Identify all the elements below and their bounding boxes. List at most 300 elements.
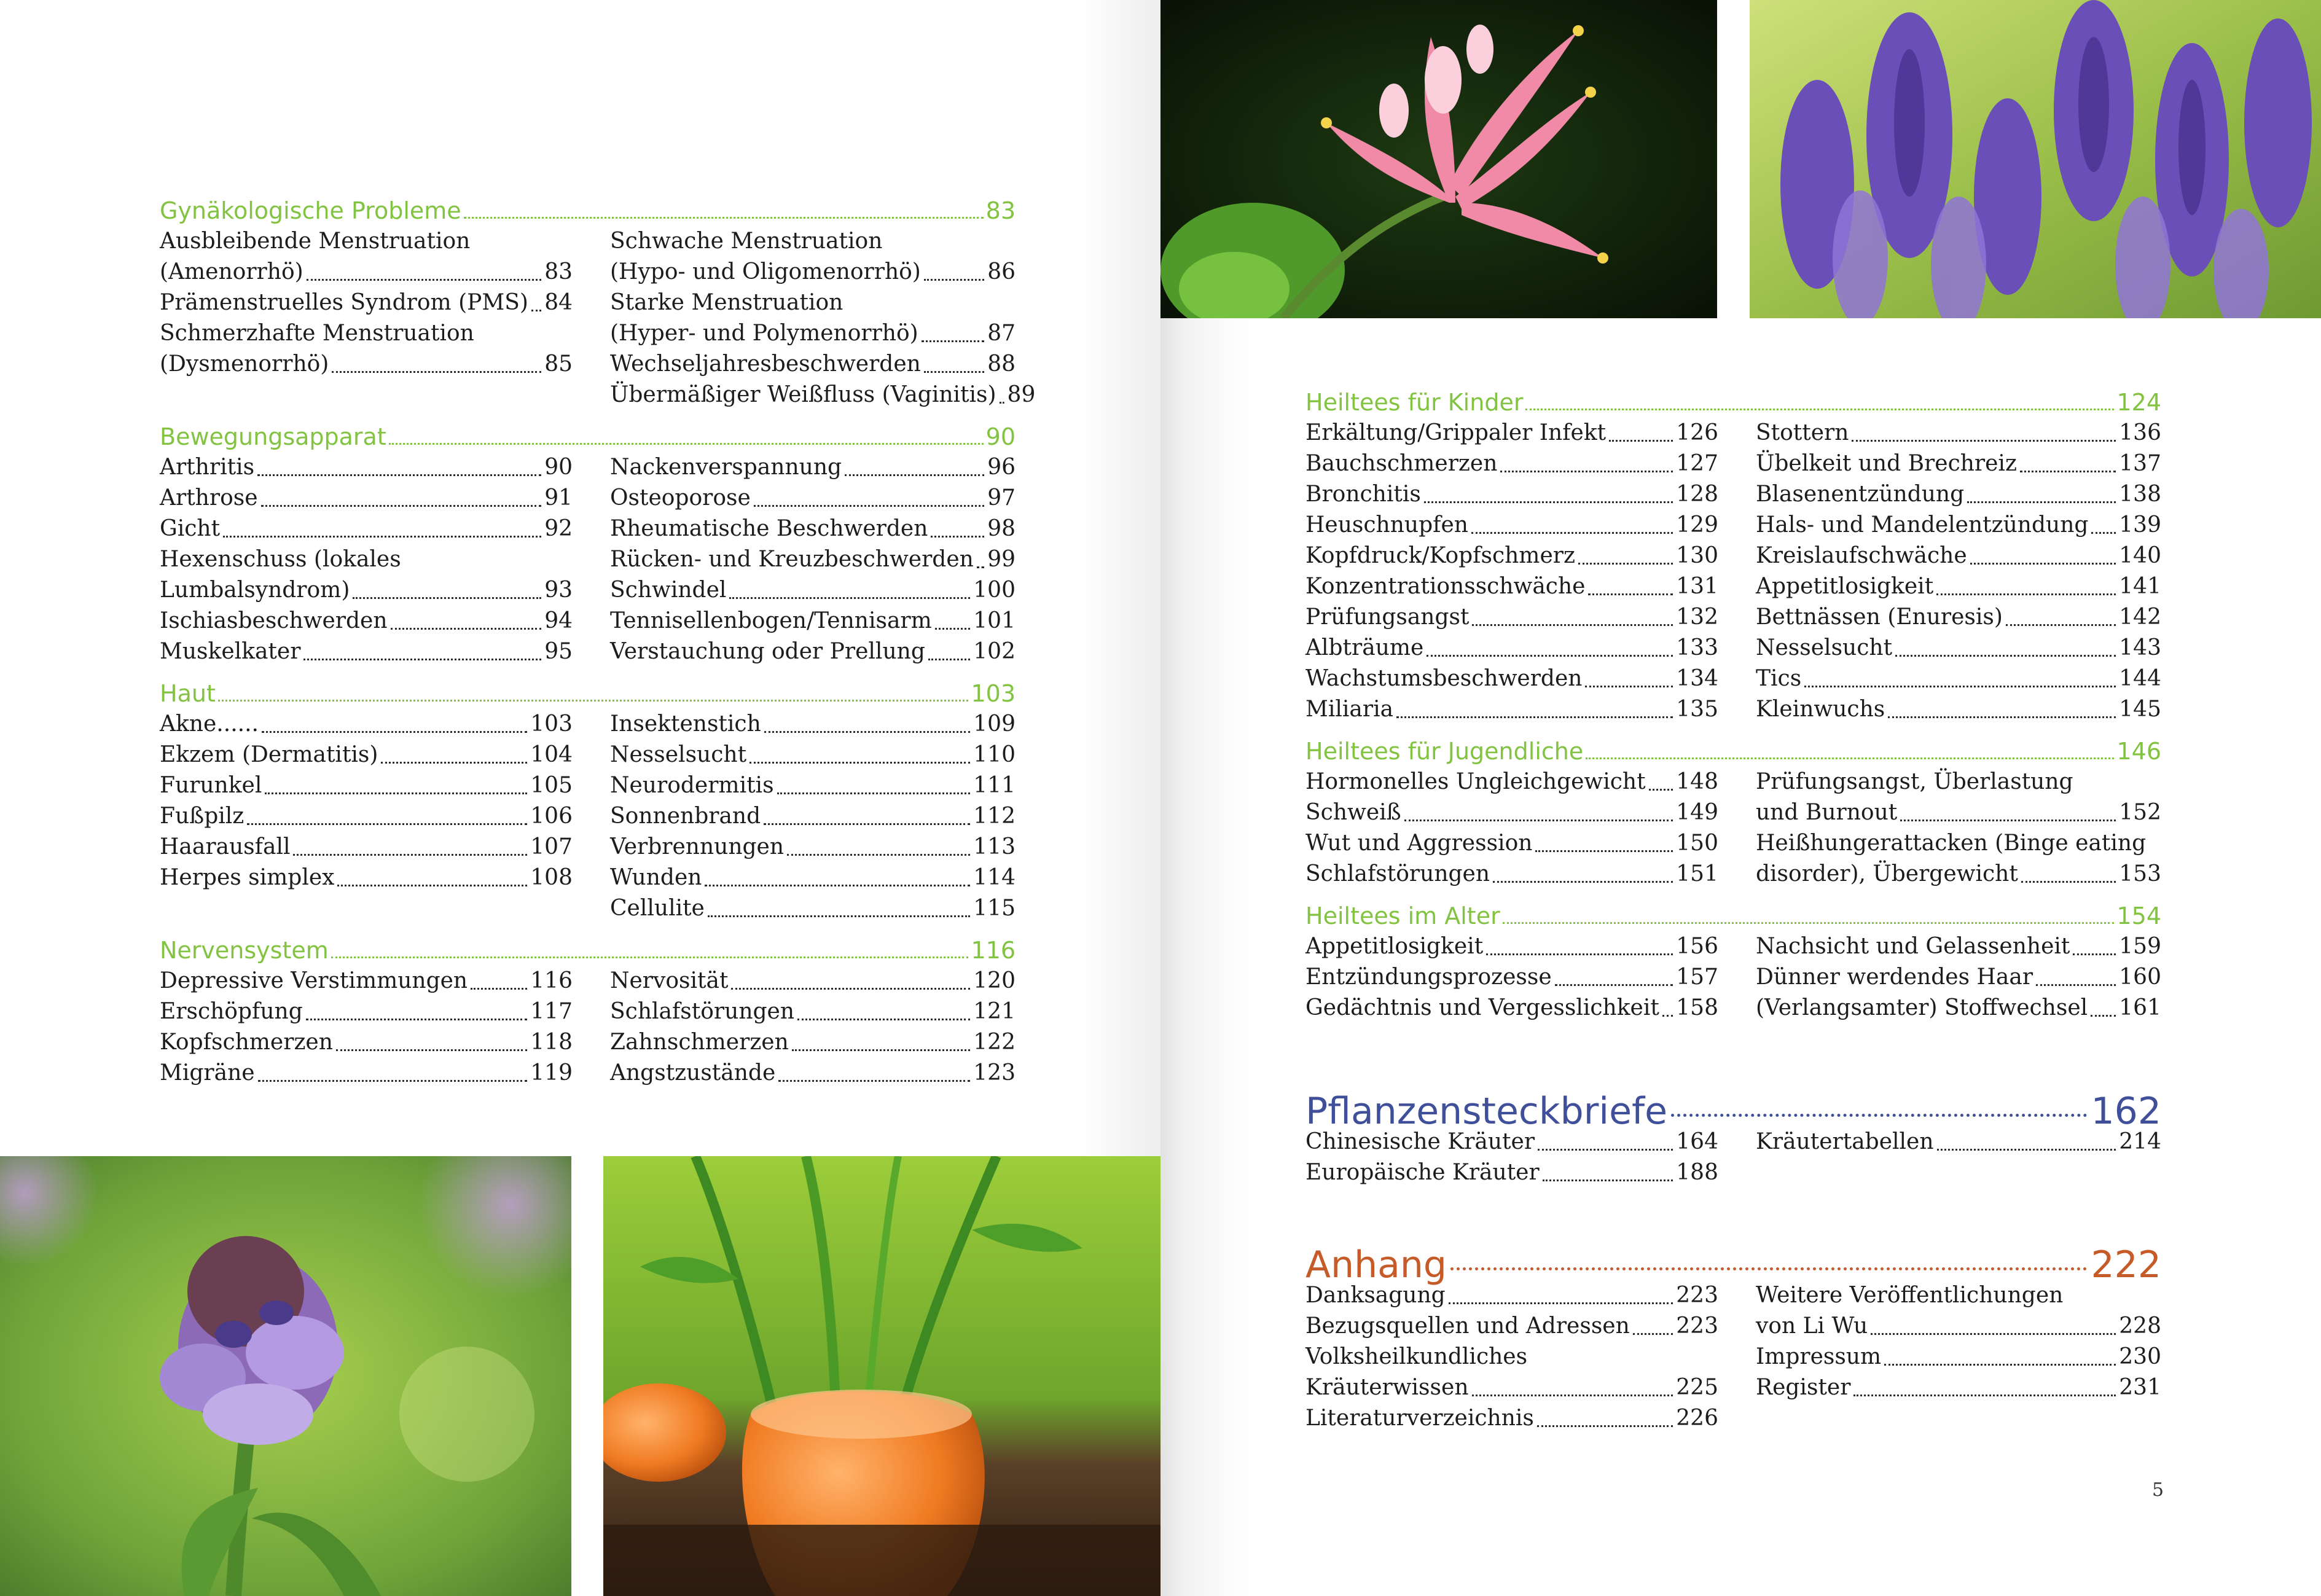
leader-dots <box>353 597 541 599</box>
entry-page: 156 <box>1676 934 1718 959</box>
toc-entry[interactable] <box>160 636 573 667</box>
entry-page: 223 <box>1676 1283 1718 1308</box>
toc-entry[interactable] <box>610 380 1036 410</box>
leader-dots <box>1427 655 1673 657</box>
leader-dots <box>792 1049 971 1051</box>
toc-entry[interactable] <box>610 226 1016 257</box>
leader-dots <box>1936 593 2116 595</box>
entry-title: Furunkel <box>160 773 262 798</box>
toc-entry[interactable] <box>160 483 573 514</box>
entry-title: Dünner werdendes Haar <box>1756 964 2033 990</box>
leader-dots <box>1538 1149 1673 1151</box>
toc-entry[interactable] <box>1756 633 2161 663</box>
entry-title: Arthritis <box>160 455 255 480</box>
toc-entry[interactable] <box>1756 797 2161 828</box>
entry-page: 149 <box>1676 800 1718 825</box>
leader-dots <box>258 1080 528 1082</box>
entry-page: 105 <box>530 773 573 798</box>
leader-dots <box>293 854 527 856</box>
entry-page: 153 <box>2119 861 2161 886</box>
toc-entry[interactable] <box>1305 1342 1718 1372</box>
entry-title: Nackenverspannung <box>610 455 842 480</box>
toc-entry[interactable] <box>610 1027 1016 1058</box>
leader-dots <box>731 988 970 990</box>
toc-columns <box>160 226 1036 410</box>
toc-section <box>1305 1229 2161 1434</box>
leader-dots <box>931 536 984 538</box>
toc-columns <box>1305 418 2161 725</box>
toc-entry[interactable] <box>1756 828 2161 859</box>
toc-entry[interactable] <box>1305 694 1718 725</box>
toc-entry[interactable] <box>160 740 573 770</box>
toc-entry[interactable] <box>610 257 1016 288</box>
toc-entry[interactable] <box>160 832 573 863</box>
toc-entry[interactable] <box>160 966 573 996</box>
toc-entry[interactable] <box>610 452 1016 483</box>
entry-title: Zahnschmerzen <box>610 1030 789 1055</box>
toc-entry[interactable] <box>1305 633 1718 663</box>
toc-entry[interactable] <box>610 636 1016 667</box>
toc-entry[interactable] <box>160 349 573 380</box>
leader-dots <box>1888 716 2116 718</box>
entry-title: Neurodermitis <box>610 773 774 798</box>
toc-entry[interactable] <box>160 318 573 349</box>
leader-dots <box>381 762 527 764</box>
toc-entry[interactable] <box>1756 1342 2161 1372</box>
toc-entry[interactable] <box>1756 571 2161 602</box>
leader-dots <box>778 1080 970 1082</box>
toc-entry[interactable] <box>1305 859 1718 890</box>
toc-column-1 <box>1305 1280 1718 1434</box>
leader-dots <box>2036 984 2116 986</box>
toc-column-2 <box>610 226 1036 410</box>
entry-page: 123 <box>973 1060 1016 1086</box>
toc-entry[interactable] <box>1756 993 2161 1023</box>
entry-title: Albträume <box>1305 635 1424 660</box>
leader-dots <box>797 1019 970 1020</box>
toc-entry[interactable] <box>610 966 1016 996</box>
toc-entry[interactable] <box>610 996 1016 1027</box>
toc-entry[interactable] <box>1305 571 1718 602</box>
entry-title: Wut und Aggression <box>1305 831 1533 856</box>
entry-title: Prämenstruelles Syndrom (PMS) <box>160 290 528 315</box>
toc-entry[interactable] <box>610 349 1016 380</box>
entry-title: Gedächtnis und Vergesslichkeit <box>1305 995 1659 1020</box>
section-heading[interactable] <box>1305 1229 2161 1286</box>
toc-entry[interactable] <box>160 863 573 893</box>
toc-section <box>160 421 1016 667</box>
entry-page: 137 <box>2119 451 2161 476</box>
toc-entry[interactable] <box>610 544 1016 575</box>
toc-entry[interactable] <box>160 544 573 575</box>
section-title: Heiltees im Alter <box>1305 902 1500 929</box>
leader-dots <box>2020 471 2116 472</box>
entry-page: 142 <box>2119 604 2161 630</box>
entry-title: Lumbalsyndrom) <box>160 577 350 603</box>
entry-title: Heißhungerattacken (Binge eating <box>1756 831 2147 856</box>
entry-title: Wunden <box>610 865 702 890</box>
toc-entry[interactable] <box>1756 448 2161 479</box>
toc-entry[interactable] <box>610 801 1016 832</box>
leader-dots <box>935 628 971 630</box>
toc-entry[interactable] <box>610 288 1016 318</box>
entry-page: 158 <box>1676 995 1718 1020</box>
toc-column-2 <box>1756 1127 2161 1188</box>
entry-title: und Burnout <box>1756 800 1898 825</box>
leader-dots <box>750 762 970 764</box>
toc-entry[interactable] <box>160 226 573 257</box>
leader-dots <box>928 659 970 660</box>
toc-entry[interactable] <box>160 709 573 740</box>
entry-page: 89 <box>1007 382 1036 407</box>
toc-entry[interactable] <box>1305 1280 1718 1311</box>
toc-entry[interactable] <box>1305 767 1718 797</box>
leader-dots <box>2091 532 2116 534</box>
leader-dots <box>2006 624 2116 626</box>
entry-title: Hals- und Mandelentzündung <box>1756 512 2089 538</box>
entry-title: Erschöpfung <box>160 999 303 1024</box>
entry-title: von Li Wu <box>1756 1313 1868 1339</box>
photo-lavender <box>1750 0 2321 318</box>
entry-page: 92 <box>544 516 573 541</box>
entry-page: 132 <box>1676 604 1718 630</box>
entry-page: 122 <box>973 1030 1016 1055</box>
entry-page: 86 <box>987 259 1016 284</box>
entry-title: (Amenorrhö) <box>160 259 303 284</box>
toc-column-1 <box>1305 767 1718 890</box>
entry-title: Ausbleibende Menstruation <box>160 229 471 254</box>
entry-title: Appetitlosigkeit <box>1756 574 1934 599</box>
leader-dots <box>708 915 970 917</box>
entry-page: 157 <box>1676 964 1718 990</box>
entry-title: Osteoporose <box>610 485 751 510</box>
entry-page: 131 <box>1676 574 1718 599</box>
entry-title: Übelkeit und Brechreiz <box>1756 451 2017 476</box>
entry-title: Wechseljahresbeschwerden <box>610 351 921 377</box>
entry-page: 90 <box>544 455 573 480</box>
toc-entry[interactable] <box>1305 479 1718 510</box>
entry-title: (Hypo- und Oligomenorrhö) <box>610 259 921 284</box>
toc-entry[interactable] <box>610 1058 1016 1089</box>
section-title: Heiltees für Kinder <box>1305 389 1524 416</box>
toc-entry[interactable] <box>1305 1372 1718 1403</box>
entry-page: 112 <box>973 804 1016 829</box>
toc-column-1 <box>1305 1127 1718 1188</box>
toc-entry[interactable] <box>610 575 1016 606</box>
entry-page: 120 <box>973 968 1016 993</box>
toc-column-2 <box>610 709 1016 924</box>
toc-entry[interactable] <box>610 606 1016 636</box>
entry-page: 107 <box>530 834 573 859</box>
page-number: 5 <box>2152 1479 2164 1501</box>
leader-dots <box>1404 820 1673 821</box>
toc-entry[interactable] <box>610 863 1016 893</box>
leader-dots <box>1450 1267 2087 1270</box>
section-title: Heiltees für Jugendliche <box>1305 738 1584 765</box>
entry-title: Stottern <box>1756 420 1849 445</box>
leader-dots <box>1970 563 2116 565</box>
entry-page: 98 <box>987 516 1016 541</box>
entry-title: Erkältung/Grippaler Infekt <box>1305 420 1607 445</box>
entry-title: (Verlangsamter) Stoffwechsel <box>1756 995 2088 1020</box>
toc-entry[interactable] <box>610 709 1016 740</box>
section-title: Anhang <box>1305 1243 1447 1286</box>
toc-entry[interactable] <box>610 740 1016 770</box>
entry-title: Insektenstich <box>610 711 761 737</box>
entry-page: 121 <box>973 999 1016 1024</box>
entry-page: 119 <box>530 1060 573 1086</box>
entry-page: 148 <box>1676 769 1718 794</box>
toc-entry[interactable] <box>1756 1372 2161 1403</box>
entry-title: Schmerzhafte Menstruation <box>160 321 474 346</box>
entry-title: Haarausfall <box>160 834 291 859</box>
leader-dots <box>977 566 984 568</box>
entry-title: Impressum <box>1756 1344 1882 1369</box>
entry-page: 99 <box>987 547 1016 572</box>
entry-title: Bauchschmerzen <box>1305 451 1498 476</box>
entry-title: Volksheilkundliches <box>1305 1344 1528 1369</box>
entry-page: 223 <box>1676 1313 1718 1339</box>
toc-entry[interactable] <box>1305 418 1718 448</box>
entry-title: Bettnässen (Enuresis) <box>1756 604 2003 630</box>
toc-entry[interactable] <box>610 832 1016 863</box>
leader-dots <box>1503 922 2115 924</box>
entry-page: 108 <box>530 865 573 890</box>
toc-entry[interactable] <box>1305 931 1718 962</box>
leader-dots <box>1671 1114 2087 1117</box>
toc-entry[interactable] <box>160 606 573 636</box>
leader-dots <box>1588 593 1673 595</box>
entry-title: Blasenentzündung <box>1756 482 1965 507</box>
photo-purple-flower <box>0 1156 571 1596</box>
leader-dots <box>1535 850 1673 852</box>
leader-dots <box>331 956 969 958</box>
toc-anhang <box>1305 1229 2161 1434</box>
entry-page: 111 <box>973 773 1016 798</box>
toc-entry[interactable] <box>1305 602 1718 633</box>
entry-title: Herpes simplex <box>160 865 335 890</box>
entry-page: 106 <box>530 804 573 829</box>
entry-title: Starke Menstruation <box>610 290 843 315</box>
entry-title: Schwache Menstruation <box>610 229 883 254</box>
toc-entry[interactable] <box>610 483 1016 514</box>
toc-section <box>160 678 1016 924</box>
entry-title: Hormonelles Ungleichgewicht <box>1305 769 1646 794</box>
toc-entry[interactable] <box>160 1058 573 1089</box>
toc-columns <box>1305 1127 2161 1188</box>
entry-title: Schlafstörungen <box>610 999 795 1024</box>
toc-entry[interactable] <box>1756 931 2161 962</box>
photo-carrot <box>603 1156 1160 1596</box>
leader-dots <box>306 1019 528 1020</box>
entry-title: Appetitlosigkeit <box>1305 934 1484 959</box>
leader-dots <box>1486 953 1673 955</box>
toc-entry[interactable] <box>1756 479 2161 510</box>
entry-page: 109 <box>973 711 1016 737</box>
leader-dots <box>922 340 984 342</box>
leader-dots <box>1525 409 2114 410</box>
entry-page: 83 <box>544 259 573 284</box>
toc-columns <box>1305 767 2161 890</box>
leader-dots <box>754 505 984 507</box>
section-heading[interactable] <box>1305 1075 2161 1133</box>
entry-title: Schweiß <box>1305 800 1401 825</box>
toc-entry[interactable] <box>160 288 573 318</box>
entry-page: 159 <box>2119 934 2161 959</box>
toc-entry[interactable] <box>1305 541 1718 571</box>
toc-entry[interactable] <box>1756 1311 2161 1342</box>
leader-dots <box>1500 471 1673 472</box>
leader-dots <box>2073 953 2116 955</box>
entry-title: Arthrose <box>160 485 258 510</box>
leader-dots <box>1449 1302 1673 1304</box>
toc-entry[interactable] <box>610 770 1016 801</box>
leader-dots <box>1900 820 2116 821</box>
entry-title: Rücken- und Kreuzbeschwerden <box>610 547 974 572</box>
toc-entry[interactable] <box>1305 828 1718 859</box>
toc-section <box>160 935 1016 1089</box>
section-page: 124 <box>2116 389 2161 416</box>
section-heading[interactable] <box>1305 736 2161 767</box>
entry-page: 130 <box>1676 543 1718 568</box>
toc-entry[interactable] <box>160 770 573 801</box>
leader-dots <box>1662 1015 1673 1017</box>
toc-entry[interactable] <box>610 514 1016 544</box>
entry-page: 143 <box>2119 635 2161 660</box>
toc-entry[interactable] <box>160 1027 573 1058</box>
section-heading[interactable] <box>1305 901 2161 931</box>
entry-title: Übermäßiger Weißfluss (Vaginitis) <box>610 382 996 407</box>
toc-column-1 <box>160 226 573 410</box>
entry-title: Konzentrationsschwäche <box>1305 574 1586 599</box>
toc-entry[interactable] <box>1756 1280 2161 1311</box>
leader-dots <box>1537 1425 1673 1427</box>
toc-section <box>160 195 1036 410</box>
toc-entry[interactable] <box>1305 962 1718 993</box>
toc-entry[interactable] <box>610 893 1016 924</box>
toc-entry[interactable] <box>1305 1127 1718 1157</box>
section-page: 222 <box>2091 1243 2161 1286</box>
entry-title: Entzündungsprozesse <box>1305 964 1552 990</box>
entry-page: 188 <box>1676 1160 1718 1185</box>
toc-column-1 <box>1305 931 1718 1023</box>
leader-dots <box>1967 501 2116 503</box>
entry-page: 135 <box>1676 697 1718 722</box>
toc-entry[interactable] <box>1756 418 2161 448</box>
toc-entry[interactable] <box>1305 993 1718 1023</box>
entry-title: Kreislaufschwäche <box>1756 543 1967 568</box>
leader-dots <box>1852 440 2116 442</box>
toc-column-2 <box>1756 931 2161 1023</box>
toc-entry[interactable] <box>160 514 573 544</box>
entry-title: Hexenschuss (lokales <box>160 547 401 572</box>
toc-entry[interactable] <box>160 575 573 606</box>
entry-page: 93 <box>544 577 573 603</box>
toc-entry[interactable] <box>1756 859 2161 890</box>
toc-entry[interactable] <box>1756 694 2161 725</box>
leader-dots <box>262 731 527 733</box>
entry-title: Angstzustände <box>610 1060 776 1086</box>
leader-dots <box>787 854 970 856</box>
entry-page: 126 <box>1676 420 1718 445</box>
leader-dots <box>389 443 984 445</box>
entry-title: Tics <box>1756 666 1802 691</box>
toc-column-2 <box>610 452 1016 667</box>
entry-title: Muskelkater <box>160 639 301 664</box>
entry-title: Nachsicht und Gelassenheit <box>1756 934 2070 959</box>
section-heading[interactable] <box>160 678 1016 709</box>
entry-page: 85 <box>544 351 573 377</box>
toc-entry[interactable] <box>1756 962 2161 993</box>
entry-title: (Hyper- und Polymenorrhö) <box>610 321 918 346</box>
leader-dots <box>2021 881 2116 883</box>
entry-title: (Dysmenorrhö) <box>160 351 329 377</box>
toc-entry[interactable] <box>1305 448 1718 479</box>
leader-dots <box>336 1049 527 1051</box>
entry-page: 127 <box>1676 451 1718 476</box>
entry-title: disorder), Übergewicht <box>1756 861 2018 886</box>
toc-entry[interactable] <box>1305 797 1718 828</box>
toc-entry[interactable] <box>1305 1403 1718 1434</box>
entry-title: Sonnenbrand <box>610 804 761 829</box>
entry-page: 115 <box>973 896 1016 921</box>
leader-dots <box>332 371 541 373</box>
toc-entry[interactable] <box>1305 1157 1718 1188</box>
toc-entry[interactable] <box>1756 510 2161 541</box>
entry-title: Verbrennungen <box>610 834 785 859</box>
section-page: 154 <box>2116 902 2161 929</box>
leader-dots <box>1000 402 1004 404</box>
section-heading[interactable] <box>160 421 1016 452</box>
entry-title: Kopfschmerzen <box>160 1030 333 1055</box>
section-heading[interactable] <box>1305 387 2161 418</box>
entry-title: Kräuterwissen <box>1305 1375 1469 1400</box>
toc-entry[interactable] <box>1305 1311 1718 1342</box>
section-title: Nervensystem <box>160 937 329 964</box>
toc-entry[interactable] <box>1305 663 1718 694</box>
entry-page: 97 <box>987 485 1016 510</box>
toc-entry[interactable] <box>160 996 573 1027</box>
section-heading[interactable] <box>160 935 1016 966</box>
toc-entry[interactable] <box>1756 663 2161 694</box>
section-page: 146 <box>2116 738 2161 765</box>
toc-entry[interactable] <box>1756 541 2161 571</box>
leader-dots <box>1396 716 1673 718</box>
toc-entry[interactable] <box>1756 602 2161 633</box>
toc-entry[interactable] <box>1756 767 2161 797</box>
section-title: Pflanzensteckbriefe <box>1305 1090 1668 1133</box>
toc-entry[interactable] <box>1756 1127 2161 1157</box>
leader-dots <box>464 217 984 219</box>
entry-page: 145 <box>2119 697 2161 722</box>
toc-entry[interactable] <box>160 452 573 483</box>
toc-section <box>1305 387 2161 725</box>
entry-page: 84 <box>544 290 573 315</box>
entry-page: 161 <box>2119 995 2161 1020</box>
entry-page: 136 <box>2119 420 2161 445</box>
entry-page: 103 <box>530 711 573 737</box>
entry-title: Migräne <box>160 1060 255 1086</box>
entry-title: Cellulite <box>610 896 705 921</box>
section-heading[interactable] <box>160 195 1016 226</box>
toc-entry[interactable] <box>160 801 573 832</box>
toc-entry[interactable] <box>1305 510 1718 541</box>
toc-column-1 <box>160 452 573 667</box>
toc-entry[interactable] <box>160 257 573 288</box>
leader-dots <box>223 536 541 538</box>
toc-entry[interactable] <box>610 318 1016 349</box>
leader-dots <box>729 597 970 599</box>
